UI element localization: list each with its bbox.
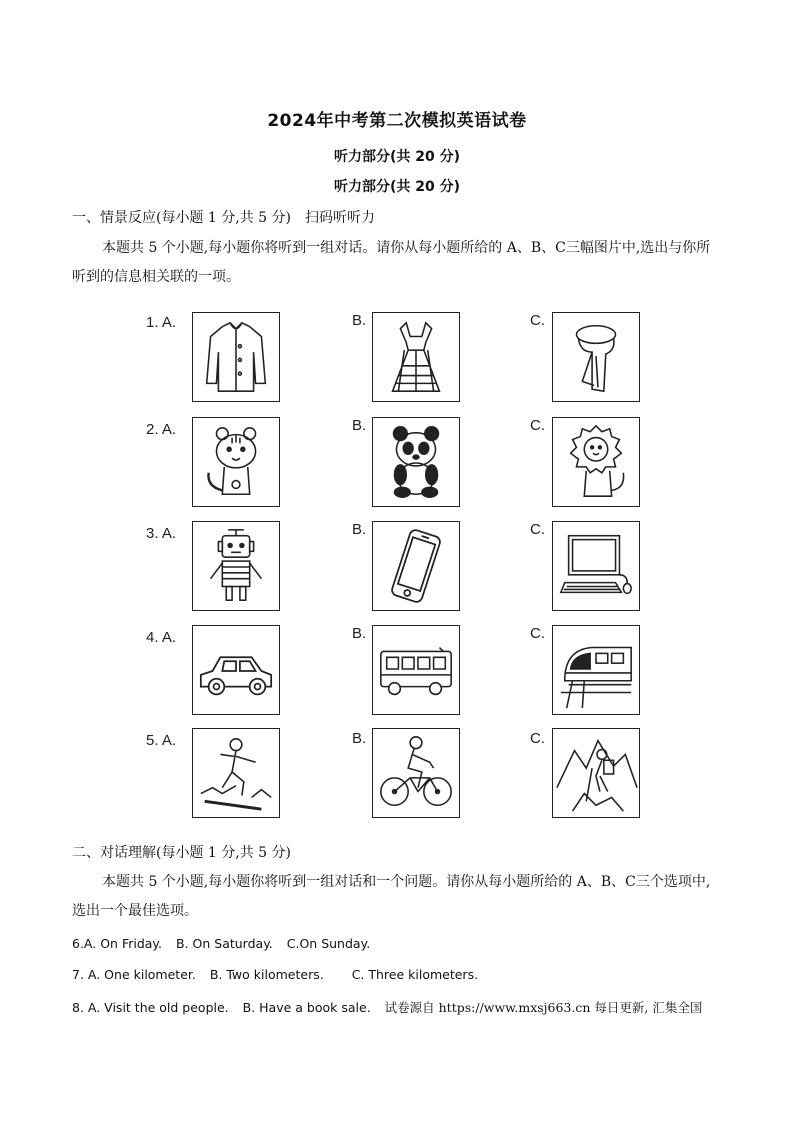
q2-option-c[interactable] bbox=[552, 417, 640, 507]
panda-icon bbox=[373, 418, 459, 506]
q4-label-c: C. bbox=[530, 625, 545, 642]
q3-option-b[interactable] bbox=[372, 521, 460, 611]
jacket-icon bbox=[193, 313, 279, 401]
q6-option-c[interactable]: C.On Sunday. bbox=[286, 936, 371, 951]
tiger-icon bbox=[193, 418, 279, 506]
section2-heading: 二、对话理解(每小题 1 分,共 5 分) bbox=[72, 845, 291, 861]
q3-option-a[interactable] bbox=[192, 521, 280, 611]
q4-option-b[interactable] bbox=[372, 625, 460, 715]
q1-label-b: B. bbox=[352, 312, 367, 329]
q1-label-a: 1. A. bbox=[146, 314, 177, 331]
section-subtitle: 听力部分(共 20 分) bbox=[333, 149, 461, 165]
q3-label-b: B. bbox=[352, 521, 367, 538]
question-8 bbox=[72, 998, 712, 1016]
q3-label-c: C. bbox=[530, 521, 545, 538]
q4-option-a[interactable] bbox=[192, 625, 280, 715]
robot-icon bbox=[193, 522, 279, 610]
question-6 bbox=[72, 936, 380, 951]
dress-icon bbox=[373, 313, 459, 401]
computer-icon bbox=[553, 522, 639, 610]
watermark-text: 试卷源自 https://www.mxsj663.cn 每日更新, 汇集全国 bbox=[384, 1000, 703, 1015]
question-7 bbox=[72, 967, 488, 982]
snowboard-icon bbox=[193, 729, 279, 817]
q3-option-c[interactable] bbox=[552, 521, 640, 611]
q5-label-a: 5. A. bbox=[146, 732, 177, 749]
hiking-icon bbox=[553, 729, 639, 817]
section2-instruction: 本题共 5 个小题,每小题你将听到一组对话和一个问题。请你从每小题所给的 A、B、C三个选项中,选出一个最佳选项。 bbox=[72, 874, 711, 919]
q4-label-b: B. bbox=[352, 625, 367, 642]
q1-option-a[interactable] bbox=[192, 312, 280, 402]
q8-option-a[interactable]: 8. A. Visit the old people. bbox=[72, 1000, 229, 1015]
q2-option-b[interactable] bbox=[372, 417, 460, 507]
q2-option-a[interactable] bbox=[192, 417, 280, 507]
phone-icon bbox=[373, 522, 459, 610]
lion-icon bbox=[553, 418, 639, 506]
car-icon bbox=[193, 626, 279, 714]
q2-label-a: 2. A. bbox=[146, 421, 177, 438]
q6-option-b[interactable]: B. On Saturday. bbox=[176, 936, 273, 951]
section1-instruction: 本题共 5 个小题,每小题你将听到一组对话。请你从每小题所给的 A、B、C三幅图片中,选出与你所听到的信息相关联的一项。 bbox=[72, 240, 711, 285]
scarf-icon bbox=[553, 313, 639, 401]
scan-listen-label: 扫码听听力 bbox=[305, 210, 375, 226]
q7-option-c[interactable]: C. Three kilometers. bbox=[351, 967, 479, 982]
q2-label-b: B. bbox=[352, 417, 367, 434]
train-icon bbox=[553, 626, 639, 714]
q5-label-b: B. bbox=[352, 730, 367, 747]
q6-option-a[interactable]: 6.A. On Friday. bbox=[72, 936, 163, 951]
q5-option-c[interactable] bbox=[552, 728, 640, 818]
q7-option-b[interactable]: B. Two kilometers. bbox=[209, 967, 324, 982]
q5-option-a[interactable] bbox=[192, 728, 280, 818]
q5-option-b[interactable] bbox=[372, 728, 460, 818]
q4-option-c[interactable] bbox=[552, 625, 640, 715]
section-subtitle-repeat: 听力部分(共 20 分) bbox=[333, 179, 461, 195]
section1-heading: 一、情景反应(每小题 1 分,共 5 分) 扫码听听力 bbox=[72, 210, 375, 226]
bicycle-icon bbox=[373, 729, 459, 817]
q4-label-a: 4. A. bbox=[146, 629, 177, 646]
page-title: 2024年中考第二次模拟英语试卷 bbox=[267, 111, 527, 131]
bus-icon bbox=[373, 626, 459, 714]
q8-option-b[interactable]: B. Have a book sale. bbox=[242, 1000, 371, 1015]
q1-option-b[interactable] bbox=[372, 312, 460, 402]
q2-label-c: C. bbox=[530, 417, 545, 434]
q3-label-a: 3. A. bbox=[146, 525, 177, 542]
q7-option-a[interactable]: 7. A. One kilometer. bbox=[72, 967, 196, 982]
q5-label-c: C. bbox=[530, 730, 545, 747]
q1-option-c[interactable] bbox=[552, 312, 640, 402]
q1-label-c: C. bbox=[530, 312, 545, 329]
